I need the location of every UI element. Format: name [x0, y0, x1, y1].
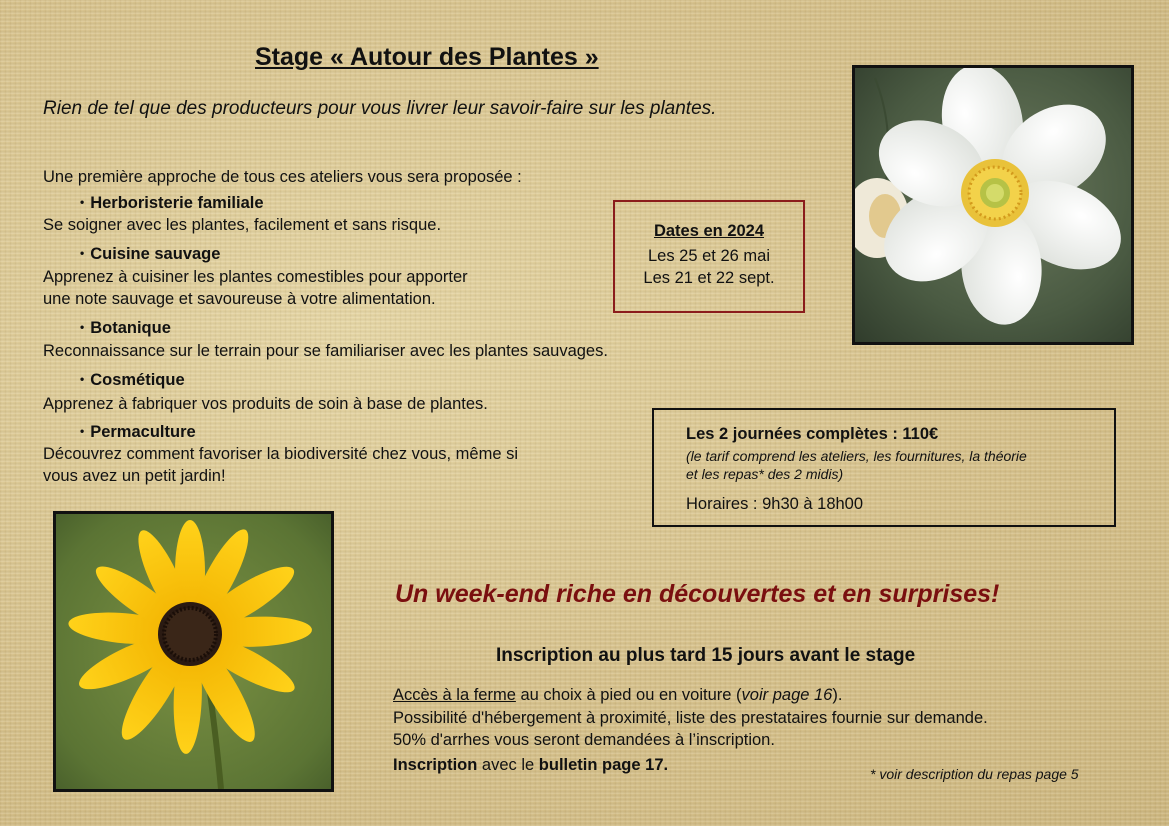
workshop-title-botanique — [80, 319, 171, 338]
dates-line: Les 21 et 22 sept. — [643, 269, 775, 287]
workshop-desc-cuisine — [43, 266, 468, 310]
workshop-title-cosmetique — [80, 371, 185, 390]
page-title: Stage « Autour des Plantes » — [255, 43, 599, 71]
bullet-icon: • — [80, 195, 85, 209]
dates-line: Les 25 et 26 mai — [648, 247, 770, 265]
lodging-line: Possibilité d'hébergement à proximité, liste des prestataires fournie sur demande. — [393, 708, 988, 727]
practical-info — [393, 684, 988, 776]
price-line: Les 2 journées complètes : 110€ — [686, 425, 939, 443]
dates-heading: Dates en 2024 — [653, 222, 765, 240]
registration-bold: Inscription — [393, 755, 478, 774]
registration-form-ref: bulletin page 17. — [538, 755, 669, 774]
workshop-name: Herboristerie familiale — [90, 194, 264, 212]
workshop-title-herboristerie — [80, 194, 264, 213]
access-text-end: ). — [832, 686, 843, 704]
slogan: Un week-end riche en découvertes et en surprises! — [395, 580, 1000, 608]
white-flower-image — [855, 68, 1131, 342]
bullet-icon: • — [80, 320, 85, 334]
workshop-name: Permaculture — [90, 423, 196, 441]
access-line — [393, 684, 988, 707]
intro-text: Rien de tel que des producteurs pour vous livrer leur savoir-faire sur les plantes. — [43, 98, 717, 119]
price-note-line: (le tarif comprend les ateliers, les fournitures, la théorie — [686, 448, 1027, 464]
workshop-desc-botanique: Reconnaissance sur le terrain pour se familiariser avec les plantes sauvages. — [43, 342, 608, 360]
black-eyed-susan-photo — [53, 511, 334, 792]
bullet-icon: • — [80, 246, 85, 260]
yellow-flower-image — [56, 514, 331, 789]
registration-text: avec le — [477, 755, 539, 774]
price-note — [686, 447, 1106, 483]
dates-box — [613, 200, 805, 313]
white-anemone-photo — [852, 65, 1134, 345]
desc-line: vous avez un petit jardin! — [43, 467, 226, 485]
bullet-icon: • — [80, 372, 85, 386]
workshop-title-permaculture — [80, 423, 196, 442]
footnote: * voir description du repas page 5 — [870, 766, 1079, 782]
access-link[interactable]: Accès à la ferme — [393, 686, 516, 704]
desc-line: Découvrez comment favoriser la biodiversité chez vous, même si — [43, 445, 519, 463]
price-box — [652, 408, 1116, 527]
bullet-icon: • — [80, 424, 85, 438]
inscription-deadline: Inscription au plus tard 15 jours avant le stage — [496, 645, 916, 666]
workshop-desc-herboristerie: Se soigner avec les plantes, facilement et sans risque. — [43, 216, 442, 234]
access-page-ref: voir page 16 — [741, 686, 833, 704]
access-text: au choix à pied ou en voiture ( — [515, 686, 742, 704]
desc-line: Apprenez à cuisiner les plantes comestibles pour apporter — [43, 268, 468, 286]
workshop-desc-cosmetique: Apprenez à fabriquer vos produits de soin à base de plantes. — [43, 395, 488, 413]
workshop-title-cuisine — [80, 245, 220, 264]
workshop-name: Botanique — [90, 319, 171, 337]
workshop-name: Cuisine sauvage — [90, 245, 221, 263]
deposit-line: 50% d'arrhes vous seront demandées à l’inscription. — [393, 731, 775, 749]
price-note-line: et les repas* des 2 midis) — [686, 466, 844, 482]
desc-line: une note sauvage et savoureuse à votre alimentation. — [43, 290, 436, 308]
workshops-lead: Une première approche de tous ces ateliers vous sera proposée : — [43, 168, 522, 186]
workshop-desc-permaculture — [43, 443, 518, 487]
workshop-name: Cosmétique — [90, 371, 185, 389]
hours-line: Horaires : 9h30 à 18h00 — [686, 495, 864, 513]
